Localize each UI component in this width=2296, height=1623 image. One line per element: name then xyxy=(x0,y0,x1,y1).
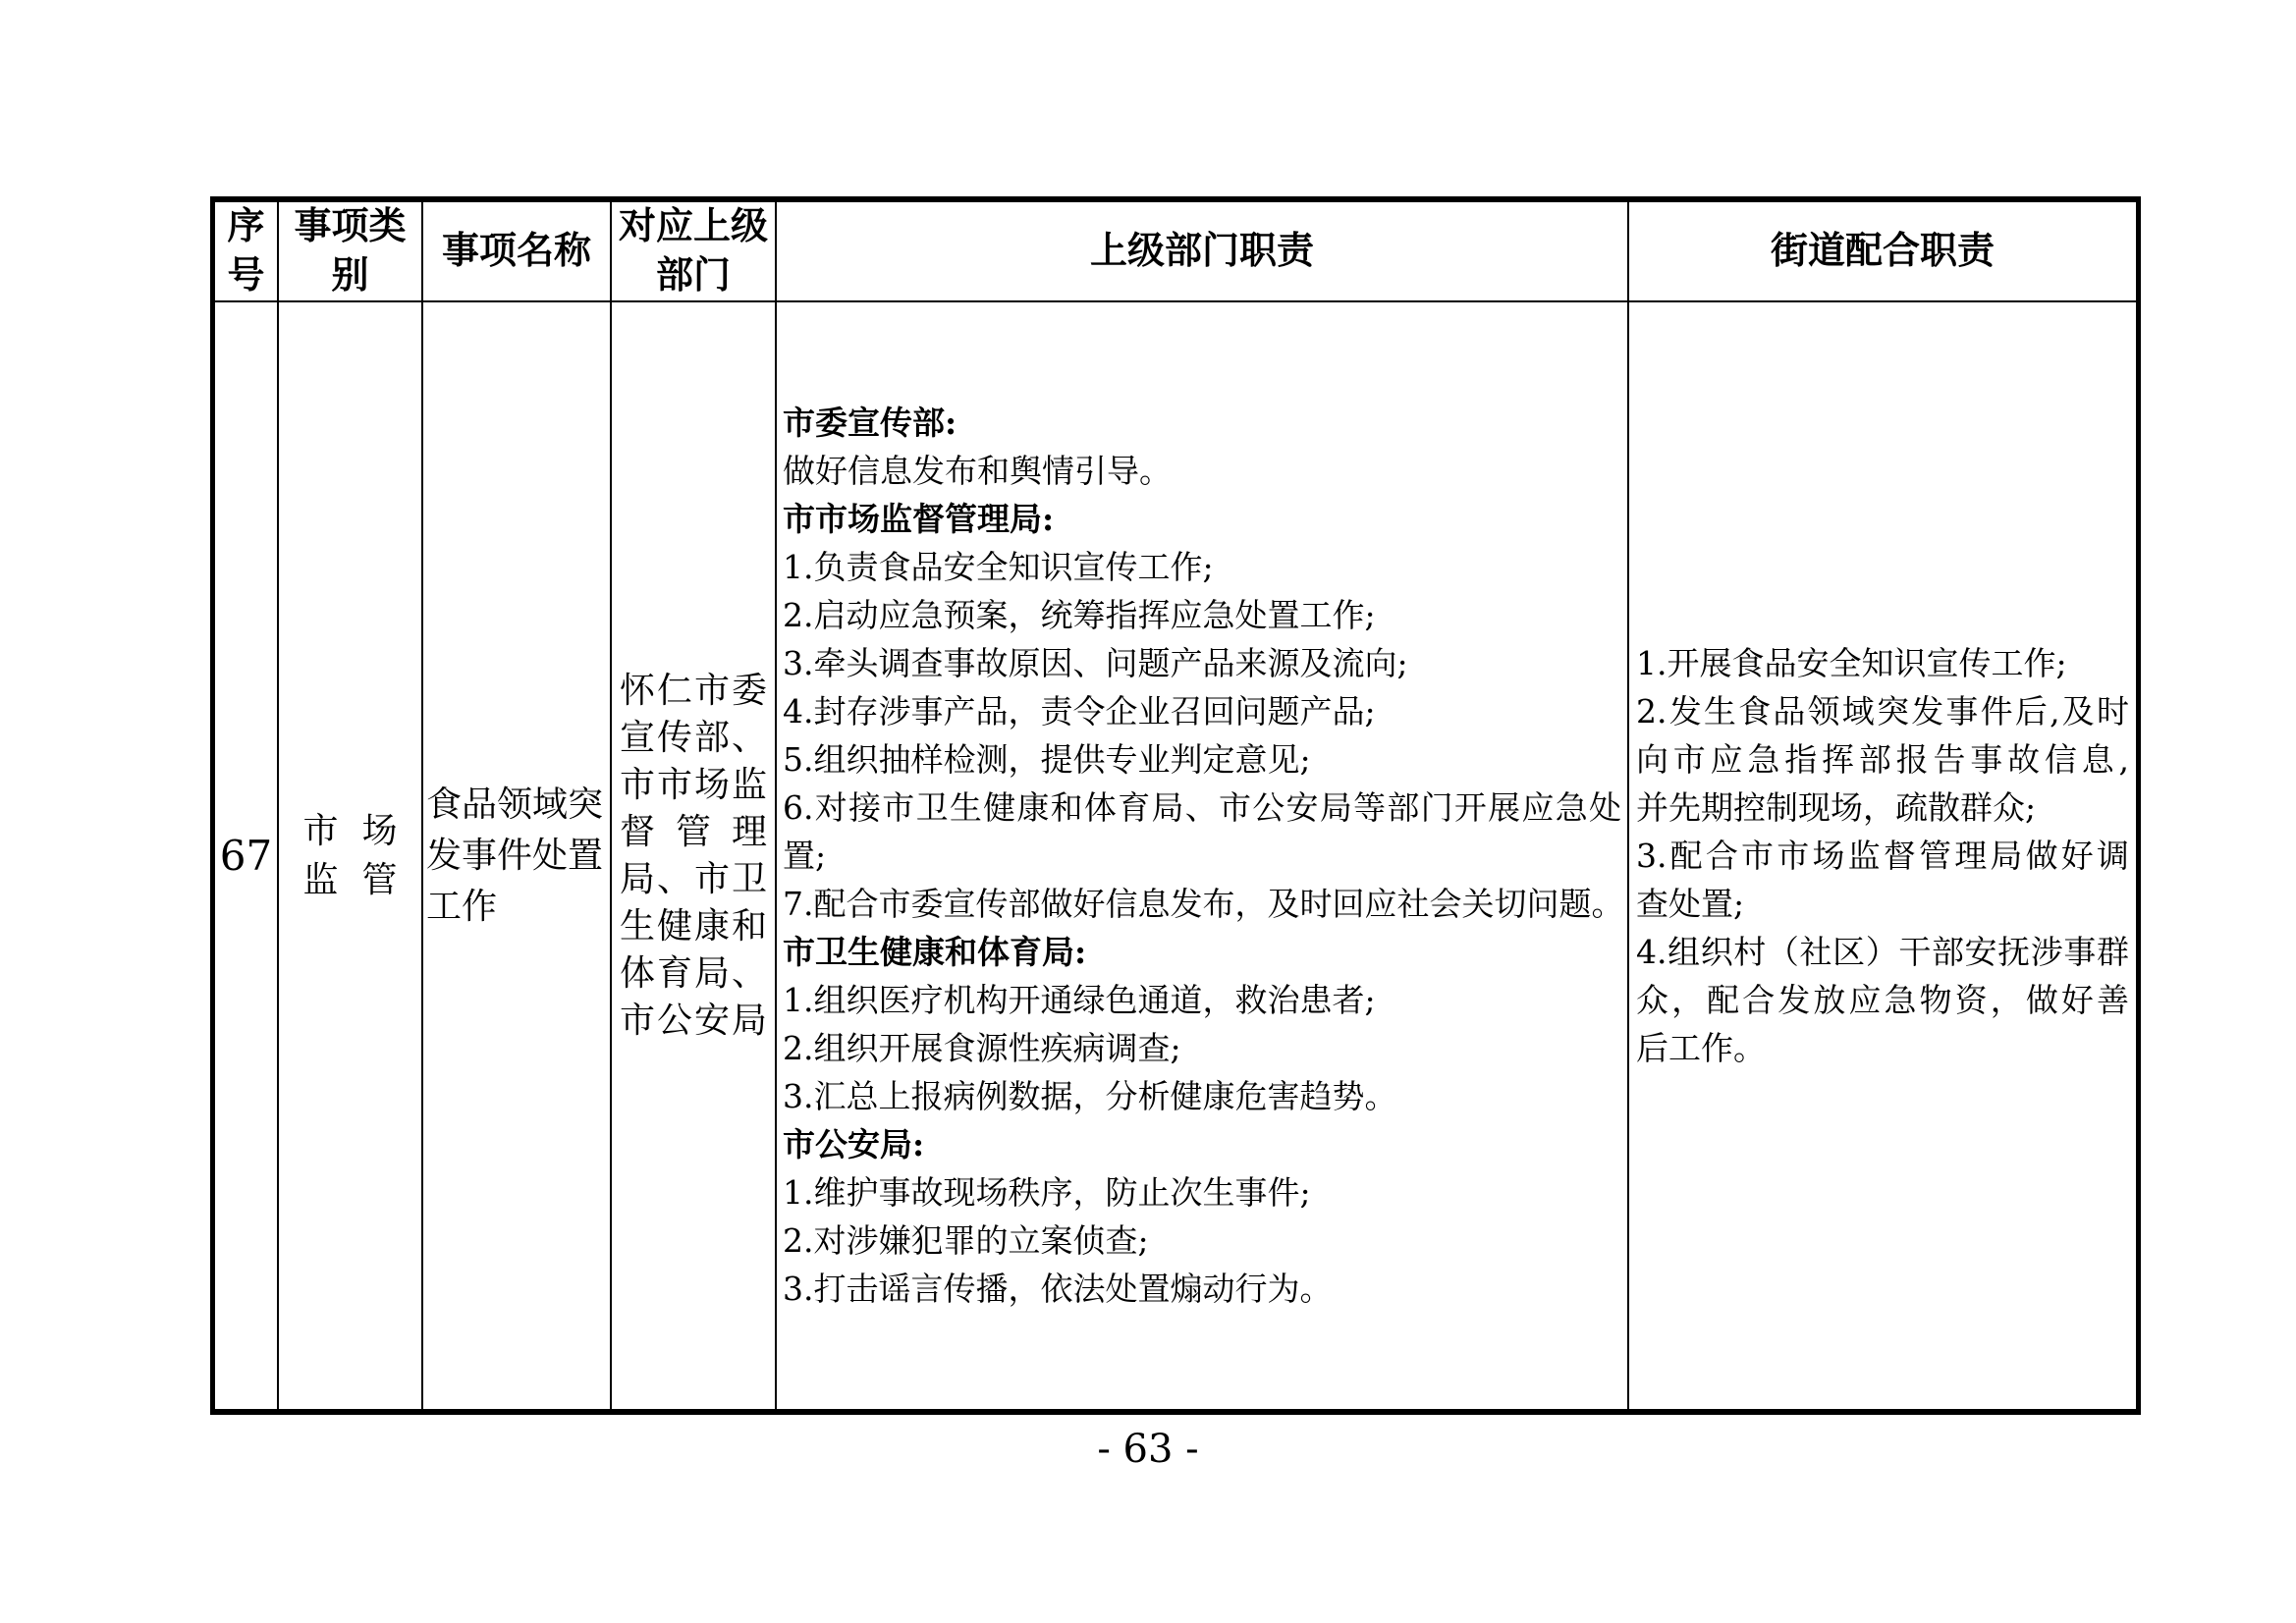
department-line: 市市场监 xyxy=(620,764,767,805)
header-street-duties-label: 街道配合职责 xyxy=(1770,230,1995,272)
department-line: 局、市卫 xyxy=(620,858,767,899)
duty-line: 5.组织抽样检测，提供专业判定意见; xyxy=(783,740,1311,779)
header-departments-label: 对应上级部门 xyxy=(618,205,768,297)
header-seq-label: 序号 xyxy=(227,205,265,297)
header-category-label: 事项类别 xyxy=(294,205,407,297)
duty-line: 3.牵头调查事故原因、问题产品来源及流向; xyxy=(783,644,1408,682)
header-superior-duties xyxy=(777,202,1629,300)
duty-line: 2.启动应急预案，统筹指挥应急处置工作; xyxy=(783,596,1376,634)
table-header-row xyxy=(215,202,2136,302)
cell-name xyxy=(423,302,612,1409)
name-line: 工作 xyxy=(426,886,498,927)
name-line: 食品领域突 xyxy=(426,784,604,825)
name-text xyxy=(426,780,607,933)
cell-street-duties xyxy=(1629,302,2136,1409)
table-row xyxy=(215,302,2136,1409)
cell-seq xyxy=(215,302,279,1409)
duty-line: 1.维护事故现场秩序，防止次生事件; xyxy=(783,1173,1311,1212)
superior-duties-text xyxy=(777,399,1627,1313)
department-line: 督管理 xyxy=(620,811,767,852)
street-duty-line: 4.组织村（社区）干部安抚涉事群 xyxy=(1636,933,2129,971)
street-duties-text xyxy=(1629,639,2136,1072)
duty-line: 3.汇总上报病例数据，分析健康危害趋势。 xyxy=(783,1077,1397,1115)
duty-line: 2.组织开展食源性疾病调查; xyxy=(783,1029,1181,1067)
street-duty-line: 3.配合市市场监督管理局做好调 xyxy=(1636,837,2129,875)
department-line: 宣传部、 xyxy=(620,717,767,758)
street-duty-line: 众，配合发放应急物资，做好善 xyxy=(1636,981,2129,1019)
street-duty-line: 后工作。 xyxy=(1636,1029,1766,1067)
department-line: 生健康和 xyxy=(620,905,767,947)
duty-line: 置; xyxy=(783,837,827,875)
department-line: 市公安局 xyxy=(620,1000,767,1041)
duty-line: 1.负责食品安全知识宣传工作; xyxy=(783,548,1214,586)
cell-departments xyxy=(612,302,777,1409)
header-superior-duties-label: 上级部门职责 xyxy=(1089,230,1314,272)
departments-text xyxy=(620,668,767,1045)
name-line: 发事件处置 xyxy=(426,835,604,876)
duty-heading: 市委宣传部: xyxy=(783,404,957,442)
street-duty-line: 向市应急指挥部报告事故信息, xyxy=(1636,740,2129,779)
header-name xyxy=(423,202,612,300)
duty-line: 2.对涉嫌犯罪的立案侦查; xyxy=(783,1221,1149,1260)
header-departments xyxy=(612,202,777,300)
cell-category xyxy=(279,302,423,1409)
department-line: 怀仁市委 xyxy=(620,670,767,711)
duty-heading: 市卫生健康和体育局: xyxy=(783,933,1087,971)
category-line: 监管 xyxy=(302,859,398,900)
category-text xyxy=(303,807,398,905)
header-name-label: 事项名称 xyxy=(441,230,591,272)
department-line: 体育局、 xyxy=(620,952,767,994)
header-category xyxy=(279,202,423,300)
duty-line: 6.对接市卫生健康和体育局、市公安局等部门开展应急处 xyxy=(783,788,1621,827)
header-seq xyxy=(215,202,279,300)
header-street-duties xyxy=(1629,202,2136,300)
responsibility-table xyxy=(210,196,2141,1415)
page-number: - 63 - xyxy=(1097,1427,1199,1472)
street-duty-line: 1.开展食品安全知识宣传工作; xyxy=(1636,644,2067,682)
seq-value: 67 xyxy=(219,832,273,880)
street-duty-line: 并先期控制现场，疏散群众; xyxy=(1636,788,2037,827)
duty-line: 做好信息发布和舆情引导。 xyxy=(783,452,1172,490)
street-duty-line: 2.发生食品领域突发事件后,及时 xyxy=(1636,692,2129,730)
duty-line: 3.打击谣言传播，依法处置煽动行为。 xyxy=(783,1270,1333,1308)
duty-line: 1.组织医疗机构开通绿色通道，救治患者; xyxy=(783,981,1376,1019)
duty-line: 4.封存涉事产品，责令企业召回问题产品; xyxy=(783,692,1376,730)
cell-superior-duties xyxy=(777,302,1629,1409)
duty-heading: 市市场监督管理局: xyxy=(783,500,1055,538)
street-duty-line: 查处置; xyxy=(1636,885,1745,923)
duty-heading: 市公安局: xyxy=(783,1125,925,1163)
category-line: 市场 xyxy=(302,810,398,851)
duty-line: 7.配合市委宣传部做好信息发布，及时回应社会关切问题。 xyxy=(783,885,1624,923)
